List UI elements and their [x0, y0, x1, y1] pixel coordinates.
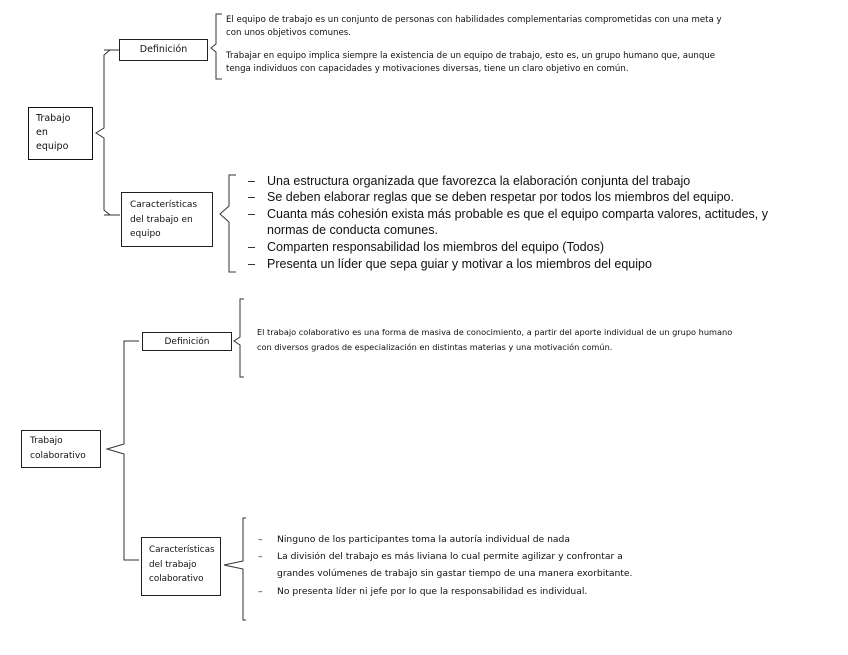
definicion-2-text [257, 325, 837, 355]
bracket-caracteristicas-1 [220, 175, 236, 272]
caracteristicas-label-line: del trabajo en [130, 214, 193, 225]
node-trabajo-colaborativo [21, 430, 101, 468]
bracket-definicion-2 [234, 299, 244, 377]
root-label-line: equipo [36, 141, 69, 152]
bullet-dash: – [248, 207, 255, 221]
list-item: Presenta un líder que sepa guiar y motivar a los miembros del equipo [267, 257, 652, 271]
definicion-1-text [226, 14, 826, 76]
node-trabajo-en-equipo [28, 107, 93, 160]
list-item: La división del trabajo es más liviana lo cual permite agilizar y confrontar a [277, 551, 623, 562]
caracteristicas-label-line: Características [149, 545, 215, 555]
bracket-definicion-1 [211, 14, 222, 79]
bracket-caracteristicas-2 [224, 518, 246, 620]
bullet-dash: – [248, 240, 255, 254]
node-caracteristicas-1 [121, 192, 213, 247]
caracteristicas-label-line: Características [130, 200, 198, 210]
bullet-dash: – [258, 534, 263, 545]
node-caracteristicas-2 [141, 537, 221, 596]
definicion-1-line: con unos objetivos comunes. [226, 28, 351, 38]
list-item: Cuanta más cohesión exista más probable es que el equipo comparta valores, actitudes, y [267, 207, 768, 221]
definicion-1-line: tenga individuos con capacidades y motivaciones diversas, tiene un claro objetivo en común. [226, 64, 629, 74]
caracteristicas-label-line: equipo [130, 229, 161, 239]
bullet-dash: – [258, 586, 263, 597]
root-label-line: Trabajo [36, 113, 71, 124]
list-item: grandes volúmenes de trabajo sin gastar tiempo de una manera exorbitante. [277, 568, 633, 579]
list-item: Comparten responsabilidad los miembros del equipo (Todos) [267, 240, 604, 254]
list-item: Una estructura organizada que favorezca la elaboración conjunta del trabajo [267, 174, 691, 188]
definicion-label: Definición [164, 337, 210, 347]
list-item: Se deben elaborar reglas que se deben respetar por todos los miembros del equipo. [267, 190, 734, 204]
caracteristicas-label-line: colaborativo [149, 574, 204, 584]
definicion-2-line: con diversos grados de especialización en distintas materias y una motivación común. [257, 342, 613, 352]
definicion-label: Definición [139, 44, 188, 55]
definicion-1-line: El equipo de trabajo es un conjunto de personas con habilidades complementarias comprometidas con una meta y [226, 15, 722, 25]
bullet-dash: – [258, 551, 263, 562]
bullet-dash: – [248, 257, 255, 271]
root-label-line: Trabajo [30, 436, 63, 446]
definicion-2-line: El trabajo colaborativo es una forma de masiva de conocimiento, a partir del aporte individual de un grupo humano [257, 327, 733, 337]
node-definicion-1 [119, 39, 208, 61]
list-item: Ninguno de los participantes toma la autoría individual de nada [277, 534, 571, 545]
bracket-trabajo-colaborativo [107, 341, 139, 560]
list-item: No presenta líder ni jefe por lo que la responsabilidad es individual. [277, 586, 588, 597]
caracteristicas-label-line: del trabajo [149, 559, 197, 570]
caracteristicas-2-list [258, 533, 698, 603]
bullet-dash: – [248, 174, 255, 188]
definicion-1-line: Trabajar en equipo implica siempre la existencia de un equipo de trabajo, esto es, un grupo humano que, aunque [226, 51, 716, 61]
root-label-line: colaborativo [30, 450, 86, 461]
caracteristicas-1-list [248, 174, 828, 274]
bracket-trabajo-en-equipo [96, 50, 110, 215]
node-definicion-2 [142, 332, 232, 351]
bullet-dash: – [248, 190, 255, 204]
root-label-line: en [36, 127, 48, 138]
list-item: normas de conducta comunes. [267, 223, 438, 237]
